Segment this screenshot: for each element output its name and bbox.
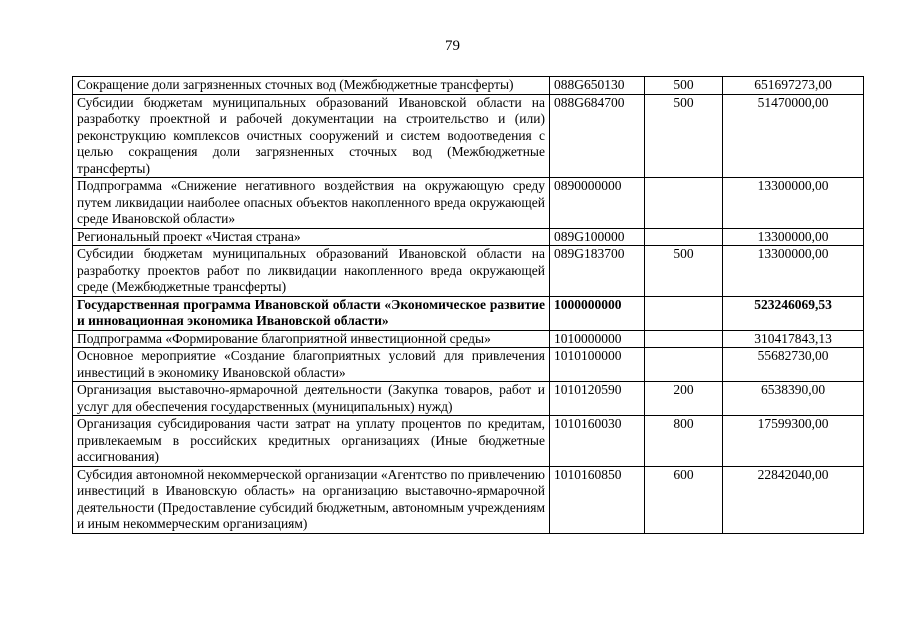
row-name-cell: Основное мероприятие «Создание благоприятных условий для привлечения инвестиций в экономику Ивановской области» (73, 348, 550, 382)
row-code-cell: 089G183700 (550, 246, 645, 297)
row-name-cell: Организация выставочно-ярмарочной деятельности (Закупка товаров, работ и услуг для обеспечения государственных (муниципальных) нужд) (73, 382, 550, 416)
row-code-cell: 088G684700 (550, 94, 645, 178)
row-sum-cell: 13300000,00 (723, 228, 864, 246)
row-expense-type-cell (645, 330, 723, 348)
row-name-cell: Субсидии бюджетам муниципальных образований Ивановской области на разработку проектов работ по ликвидации накопленного вреда окружающей среде (Межбюджетные трансферты) (73, 246, 550, 297)
row-sum-cell: 523246069,53 (723, 296, 864, 330)
row-sum-cell: 17599300,00 (723, 416, 864, 467)
table-row (73, 296, 864, 330)
row-sum-cell: 651697273,00 (723, 77, 864, 95)
row-name-cell: Подпрограмма «Формирование благоприятной инвестиционной среды» (73, 330, 550, 348)
row-name-cell: Организация субсидирования части затрат на уплату процентов по кредитам, привлекаемым в российских кредитных организациях (Иные бюджетные ассигнования) (73, 416, 550, 467)
row-expense-type-cell (645, 228, 723, 246)
table-row (73, 416, 864, 467)
budget-table-body (73, 77, 864, 534)
row-code-cell: 1010000000 (550, 330, 645, 348)
row-code-cell: 088G650130 (550, 77, 645, 95)
table-row (73, 94, 864, 178)
row-name-cell: Субсидия автономной некоммерческой организации «Агентство по привлечению инвестиций в Ивановскую область» на организацию выставочно-ярмарочной деятельности (Предоставление субсидий бюджетным, автономным учреждениям и иным некоммерческим организациям) (73, 466, 550, 533)
table-row (73, 246, 864, 297)
row-expense-type-cell: 500 (645, 94, 723, 178)
row-code-cell: 1010160030 (550, 416, 645, 467)
table-row (73, 330, 864, 348)
row-expense-type-cell: 500 (645, 77, 723, 95)
row-sum-cell: 13300000,00 (723, 246, 864, 297)
row-sum-cell: 310417843,13 (723, 330, 864, 348)
row-code-cell: 1010120590 (550, 382, 645, 416)
row-code-cell: 089G100000 (550, 228, 645, 246)
row-sum-cell: 13300000,00 (723, 178, 864, 229)
table-row (73, 77, 864, 95)
budget-table (72, 76, 864, 534)
row-code-cell: 1000000000 (550, 296, 645, 330)
row-expense-type-cell (645, 296, 723, 330)
row-name-cell: Подпрограмма «Снижение негативного воздействия на окружающую среду путем ликвидации наиболее опасных объектов накопленного вреда окружающей среде Ивановской области» (73, 178, 550, 229)
table-row (73, 228, 864, 246)
row-sum-cell: 6538390,00 (723, 382, 864, 416)
row-sum-cell: 22842040,00 (723, 466, 864, 533)
row-code-cell: 1010160850 (550, 466, 645, 533)
row-name-cell: Региональный проект «Чистая страна» (73, 228, 550, 246)
table-row (73, 348, 864, 382)
row-expense-type-cell (645, 178, 723, 229)
row-name-cell: Субсидии бюджетам муниципальных образований Ивановской области на разработку проектной и рабочей документации на строительство и (или) реконструкцию комплексов очистных сооружений и систем водоотведения с целью сокращения доли загрязненных сточных вод (Межбюджетные трансферты) (73, 94, 550, 178)
row-expense-type-cell: 800 (645, 416, 723, 467)
table-row (73, 382, 864, 416)
row-code-cell: 1010100000 (550, 348, 645, 382)
page-number: 79 (445, 38, 460, 54)
row-name-cell: Сокращение доли загрязненных сточных вод (Межбюджетные трансферты) (73, 77, 550, 95)
row-sum-cell: 55682730,00 (723, 348, 864, 382)
row-name-cell: Государственная программа Ивановской области «Экономическое развитие и инновационная экономика Ивановской области» (73, 296, 550, 330)
row-expense-type-cell: 500 (645, 246, 723, 297)
row-code-cell: 0890000000 (550, 178, 645, 229)
table-row (73, 178, 864, 229)
table-row (73, 466, 864, 533)
row-expense-type-cell: 600 (645, 466, 723, 533)
row-expense-type-cell (645, 348, 723, 382)
row-expense-type-cell: 200 (645, 382, 723, 416)
row-sum-cell: 51470000,00 (723, 94, 864, 178)
